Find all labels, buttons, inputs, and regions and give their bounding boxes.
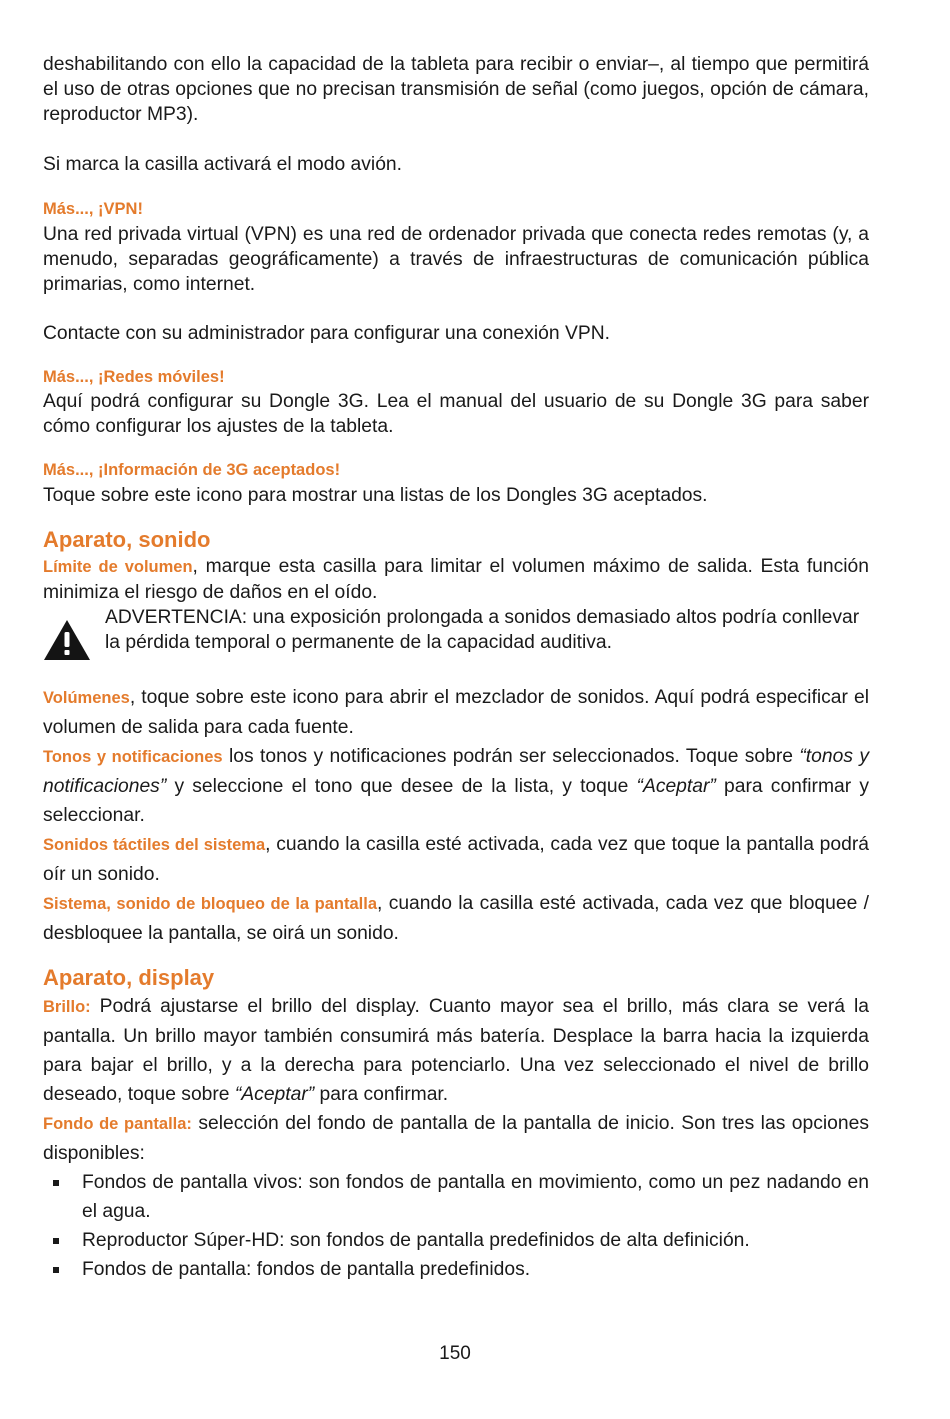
vpn-paragraph: Una red privada virtual (VPN) es una red de ordenador privada que conecta redes remotas (y, a menudo, separadas geográficamente) a través de infraestructuras de comunicación pública primarias, como internet. [43, 224, 869, 295]
vpn-heading: Más..., ¡VPN! [43, 200, 143, 218]
vpn-admin-note: Contacte con su administrador para configurar una conexión VPN. [43, 323, 610, 344]
list-item: Reproductor Súper-HD: son fondos de pantalla predefinidos de alta definición. [43, 1226, 869, 1255]
mobile-networks-heading: Más..., ¡Redes móviles! [43, 368, 225, 386]
volume-limit-paragraph: Límite de volumen, marque esta casilla para limitar el volumen máximo de salida. Esta función minimiza el riesgo de daños en el oído. [43, 556, 869, 603]
tones-label: Tonos y notificaciones [43, 748, 223, 766]
wallpaper-paragraph: Fondo de pantalla: selección del fondo de pantalla de la pantalla de inicio. Son tres las opciones disponibles: [43, 1113, 869, 1164]
bullet-square-icon [53, 1267, 59, 1273]
section-title-sound: Aparato, sonido [43, 527, 211, 552]
mobile-networks-paragraph: Aquí podrá configurar su Dongle 3G. Lea el manual del usuario de su Dongle 3G para saber cómo configurar los ajustes de la tableta. [43, 391, 869, 437]
lock-sound-paragraph: Sistema, sonido de bloqueo de la pantalla, cuando la casilla esté activada, cada vez que bloquee / desbloquee la pantalla, se oirá un sonido. [43, 893, 869, 944]
touch-sounds-paragraph: Sonidos táctiles del sistema, cuando la casilla esté activada, cada vez que toque la pantalla podrá oír un sonido. [43, 834, 869, 885]
list-item: Fondos de pantalla vivos: son fondos de pantalla en movimiento, como un pez nadando en el agua. [43, 1168, 869, 1226]
list-item: Fondos de pantalla: fondos de pantalla predefinidos. [43, 1255, 869, 1284]
tones-paragraph: Tonos y notificaciones los tonos y notificaciones podrán ser seleccionados. Toque sobre “tonos y notificaciones” y seleccione el tono que desee de la lista, y toque “Aceptar” para confirmar y seleccionar. [43, 746, 869, 826]
bullet-square-icon [53, 1238, 59, 1244]
lock-sound-label: Sistema, sonido de bloqueo de la pantalla [43, 895, 378, 913]
wallpaper-label: Fondo de pantalla: [43, 1115, 192, 1133]
brightness-paragraph: Brillo: Podrá ajustarse el brillo del display. Cuanto mayor sea el brillo, más clara se verá la pantalla. Un brillo mayor también consumirá más batería. Desplace la barra hacia la izquierda para bajar el brillo, y a la derecha para potenciarlo. Una vez seleccionado el nivel de brillo deseado, toque sobre “Aceptar” para confirmar. [43, 996, 869, 1105]
volume-limit-label: Límite de volumen [43, 558, 193, 576]
volumes-label: Volúmenes [43, 689, 130, 707]
warning-block [43, 605, 869, 666]
brightness-label: Brillo: [43, 998, 91, 1016]
warning-triangle-icon [43, 605, 105, 666]
info3g-heading: Más..., ¡Información de 3G aceptados! [43, 461, 341, 479]
document-page [43, 52, 869, 1284]
page-number: 150 [439, 1343, 471, 1364]
info3g-paragraph: Toque sobre este icono para mostrar una listas de los Dongles 3G aceptados. [43, 485, 708, 506]
intro-paragraph: deshabilitando con ello la capacidad de la tableta para recibir o enviar–, al tiempo que permitirá el uso de otras opciones que no precisan transmisión de señal (como juegos, opción de cámara, reproductor MP3). [43, 54, 869, 125]
wallpaper-options-list [43, 1168, 869, 1284]
section-title-display: Aparato, display [43, 965, 215, 990]
bullet-square-icon [53, 1180, 59, 1186]
touch-sounds-label: Sonidos táctiles del sistema [43, 836, 266, 854]
volumes-paragraph: Volúmenes, toque sobre este icono para abrir el mezclador de sonidos. Aquí podrá especificar el volumen de salida para cada fuente. [43, 687, 869, 738]
airplane-mode-note: Si marca la casilla activará el modo avión. [43, 154, 403, 175]
warning-text: ADVERTENCIA: una exposición prolongada a sonidos demasiado altos podría conllevar la pérdida temporal o permanente de la capacidad auditiva. [105, 607, 860, 653]
